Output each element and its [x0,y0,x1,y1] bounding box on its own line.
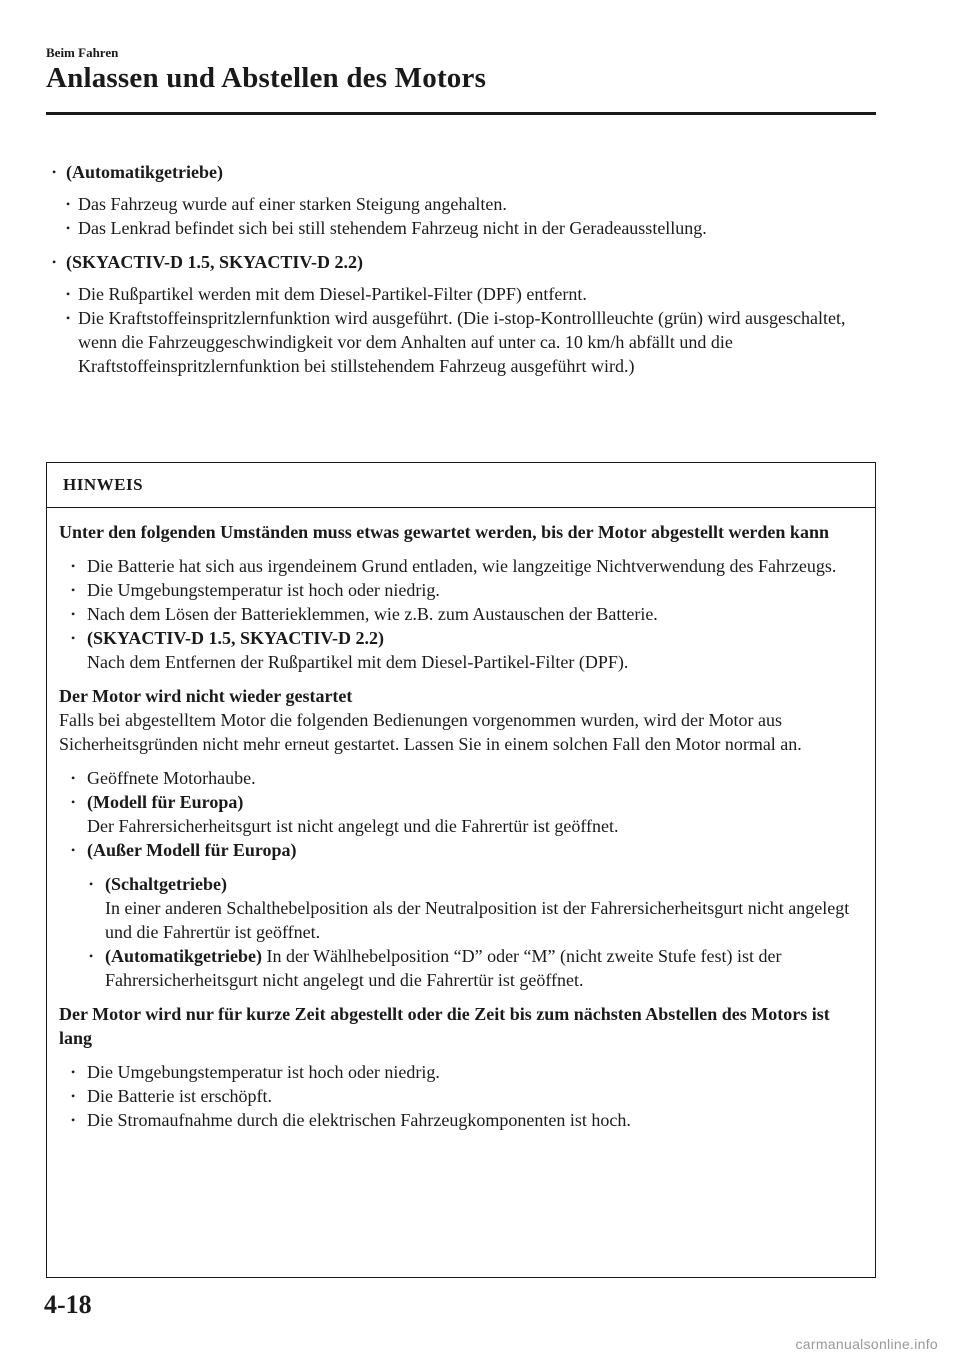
hinweis-label: HINWEIS [47,463,875,508]
list-item-text: Die Umgebungstemperatur ist hoch oder niedrig. [87,580,440,600]
list-item [59,554,863,578]
group-heading: (Automatikgetriebe) [66,162,223,182]
bullet-icon: • [52,255,57,269]
list-item [59,1084,863,1108]
bullet-icon: • [89,949,94,963]
bullet-icon: • [71,559,76,573]
list-item-heading: (Außer Modell für Europa) [87,840,297,860]
list-item [46,192,876,216]
list-item [59,838,863,862]
bullet-icon: • [66,197,71,211]
hinweis-section-title: Unter den folgenden Umständen muss etwas gewartet werden, bis der Motor abgestellt werden kann [59,522,829,542]
bullet-icon: • [89,877,94,891]
sub-list-item-text: In einer anderen Schalthebelposition als der Neutralposition ist der Fahrersicherheitsgurt nicht angelegt und die Fahrertür ist geöffnet. [105,898,850,942]
page-number: 4-18 [44,1290,92,1319]
list-item-text: Die Kraftstoffeinspritzlernfunktion wird ausgeführt. (Die i-stop-Kontrollleuchte (grün) wird ausgeschaltet, wenn die Fahrzeuggeschwindigkeit vor dem Anhalten auf unter ca. 10 km/h abfällt und die Kraftstoffeinspritzlernfunktion bei stillstehendem Fahrzeug ausgeführt wird.) [78,308,846,376]
sub-list-item-heading: (Schaltgetriebe) [105,874,227,894]
hinweis-section-title: Der Motor wird nicht wieder gestartet [59,686,353,706]
group-heading: (SKYACTIV-D 1.5, SKYACTIV-D 2.2) [66,252,364,272]
list-item-text: Das Fahrzeug wurde auf einer starken Steigung angehalten. [78,194,507,214]
list-item-text: Nach dem Entfernen der Rußpartikel mit dem Diesel-Partikel-Filter (DPF). [87,652,629,672]
list-item [59,602,863,626]
hinweis-paragraph: Falls bei abgestelltem Motor die folgenden Bedienungen vorgenommen wurden, wird der Motor aus Sicherheitsgründen nicht mehr erneut gestartet. Lassen Sie in einem solchen Fall den Motor normal an. [59,710,802,754]
list-item [59,766,863,790]
watermark: carmanualsonline.info [795,1336,938,1352]
list-item [59,578,863,602]
hinweis-body [47,508,875,1132]
list-item-text: Die Umgebungstemperatur ist hoch oder niedrig. [87,1062,440,1082]
list-item-heading: (Modell für Europa) [87,792,244,812]
bullet-icon: • [66,311,71,325]
main-content [46,160,876,388]
list-item [59,1060,863,1084]
list-item-text: Geöffnete Motorhaube. [87,768,256,788]
hinweis-section-title: Der Motor wird nur für kurze Zeit abgestellt oder die Zeit bis zum nächsten Abstellen des Motors ist lang [59,1004,830,1048]
hinweis-box [46,462,876,1278]
list-item-text: Die Rußpartikel werden mit dem Diesel-Partikel-Filter (DPF) entfernt. [78,284,587,304]
bullet-icon: • [71,583,76,597]
list-item [46,306,876,378]
bullet-icon: • [71,1113,76,1127]
sub-list-item-text: In der Wählhebelposition “D” oder “M” (nicht zweite Stufe fest) ist der Fahrersicherheitsgurt nicht angelegt und die Fahrertür ist geöffnet. [105,946,782,990]
bullet-icon: • [71,1065,76,1079]
bullet-icon: • [66,287,71,301]
list-item-heading: (SKYACTIV-D 1.5, SKYACTIV-D 2.2) [87,628,385,648]
list-item-text: Die Batterie hat sich aus irgendeinem Grund entladen, wie langzeitige Nichtverwendung des Fahrzeugs. [87,556,837,576]
page-title: Anlassen und Abstellen des Motors [46,62,487,94]
bullet-icon: • [71,771,76,785]
list-item-text: Die Stromaufnahme durch die elektrischen Fahrzeugkomponenten ist hoch. [87,1110,631,1130]
sub-list-item [59,944,863,992]
bullet-icon: • [52,165,57,179]
sub-list-item-heading: (Automatikgetriebe) [105,946,262,966]
list-item [59,1108,863,1132]
bullet-icon: • [71,631,76,645]
bullet-icon: • [71,1089,76,1103]
group-heading-item [46,250,876,274]
list-item [46,282,876,306]
list-item [46,216,876,240]
bullet-icon: • [71,843,76,857]
bullet-icon: • [66,221,71,235]
list-item-text: Die Batterie ist erschöpft. [87,1086,272,1106]
list-item [59,790,863,838]
bullet-icon: • [71,795,76,809]
list-item-text: Der Fahrersicherheitsgurt ist nicht angelegt und die Fahrertür ist geöffnet. [87,816,619,836]
bullet-icon: • [71,607,76,621]
list-item-text: Nach dem Lösen der Batterieklemmen, wie z.B. zum Austauschen der Batterie. [87,604,658,624]
list-item-text: Das Lenkrad befindet sich bei still stehendem Fahrzeug nicht in der Geradeausstellung. [78,218,707,238]
bullet-group-skyactiv [46,250,876,378]
section-label: Beim Fahren [46,45,119,60]
bullet-group-automatic [46,160,876,240]
group-heading-item [46,160,876,184]
sub-list-item [59,872,863,944]
title-divider [46,112,876,115]
list-item [59,626,863,674]
